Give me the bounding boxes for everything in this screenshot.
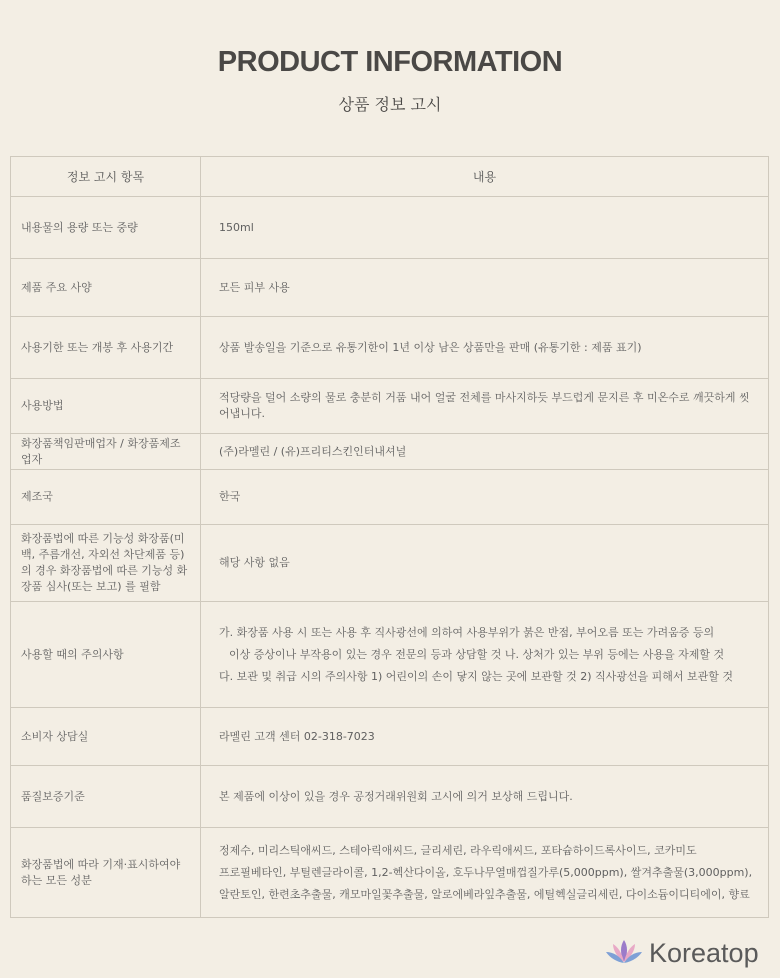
table-row: [11, 379, 769, 434]
table-row: [11, 708, 769, 766]
table-row: [11, 197, 769, 259]
row-value-line: 이상 증상이나 부작용이 있는 경우 전문의 등과 상담할 것 나. 상처가 있는 부위 등에는 사용을 자제할 것: [229, 647, 725, 661]
row-label: 화장품법에 따라 기재·표시하여야 하는 모든 성분: [11, 828, 201, 918]
logo-text: Koreatop: [649, 937, 759, 968]
row-value: (주)라멜린 / (유)프리티스킨인터내셔널: [201, 434, 769, 470]
row-value: 한국: [201, 470, 769, 525]
lotus-icon: [605, 938, 643, 968]
table-row: [11, 434, 769, 470]
row-value: 150ml: [201, 197, 769, 259]
row-value-line: 가. 화장품 사용 시 또는 사용 후 직사광선에 의하여 사용부위가 붉은 반점, 부어오름 또는 가려움증 등의: [219, 625, 715, 639]
table-row: [11, 525, 769, 602]
row-label: 화장품법에 따른 기능성 화장품(미백, 주름개선, 자외선 차단제품 등)의 경우 화장품법에 따른 기능성 화장품 심사(또는 보고) 를 필함: [11, 525, 201, 602]
row-value-line: 알란토인, 한련초추출물, 캐모마일꽃추출물, 알로에베라잎추출물, 에틸헥실글리세린, 다이소듐이디티에이, 향료: [219, 887, 750, 901]
row-value: 본 제품에 이상이 있을 경우 공정거래위원회 고시에 의거 보상해 드립니다.: [201, 766, 769, 828]
row-value-line: 다. 보관 및 취급 시의 주의사항 1) 어린이의 손이 닿지 않는 곳에 보관할 것 2) 직사광선을 피해서 보관할 것: [219, 669, 734, 683]
row-label: 화장품책임판매업자 / 화장품제조업자: [11, 434, 201, 470]
table-row: [11, 828, 769, 918]
table-row: [11, 259, 769, 317]
row-value: [201, 602, 769, 708]
row-label: 제조국: [11, 470, 201, 525]
table-row: [11, 470, 769, 525]
row-label: 사용기한 또는 개봉 후 사용기간: [11, 317, 201, 379]
table-row: [11, 602, 769, 708]
page-subtitle: 상품 정보 고시: [338, 95, 442, 114]
row-value: 해당 사항 없음: [201, 525, 769, 602]
row-value: 모든 피부 사용: [201, 259, 769, 317]
row-value: 상품 발송일을 기준으로 유통기한이 1년 이상 남은 상품만을 판매 (유통기한 : 제품 표기): [201, 317, 769, 379]
row-label: 사용할 때의 주의사항: [11, 602, 201, 708]
table-row: [11, 766, 769, 828]
row-value: 라멜린 고객 센터 02-318-7023: [201, 708, 769, 766]
page-title: PRODUCT INFORMATION: [217, 46, 563, 78]
row-value: 적당량을 덜어 소량의 물로 충분히 거품 내어 얼굴 전체를 마사지하듯 부드럽게 문지른 후 미온수로 깨끗하게 씻어냅니다.: [201, 379, 769, 434]
header-item: 정보 고시 항목: [11, 157, 201, 197]
row-label: 사용방법: [11, 379, 201, 434]
row-label: 내용물의 용량 또는 중량: [11, 197, 201, 259]
row-value-line: 프로필베타인, 부틸렌글라이콜, 1,2-헥산다이올, 호두나무열매껍질가루(5,000ppm), 쌀겨추출물(3,000ppm),: [219, 865, 753, 879]
row-label: 소비자 상담실: [11, 708, 201, 766]
koreatop-logo: [605, 936, 759, 970]
row-label: 제품 주요 사양: [11, 259, 201, 317]
row-value-line: 정제수, 미리스틱애씨드, 스테아릭애씨드, 글리세린, 라우릭애씨드, 포타슘하이드록사이드, 코카미도: [219, 843, 697, 857]
row-label: 품질보증기준: [11, 766, 201, 828]
table-row: [11, 317, 769, 379]
table-header-row: [11, 157, 769, 197]
header-content: 내용: [201, 157, 769, 197]
row-value: [201, 828, 769, 918]
product-info-table: [10, 156, 769, 918]
